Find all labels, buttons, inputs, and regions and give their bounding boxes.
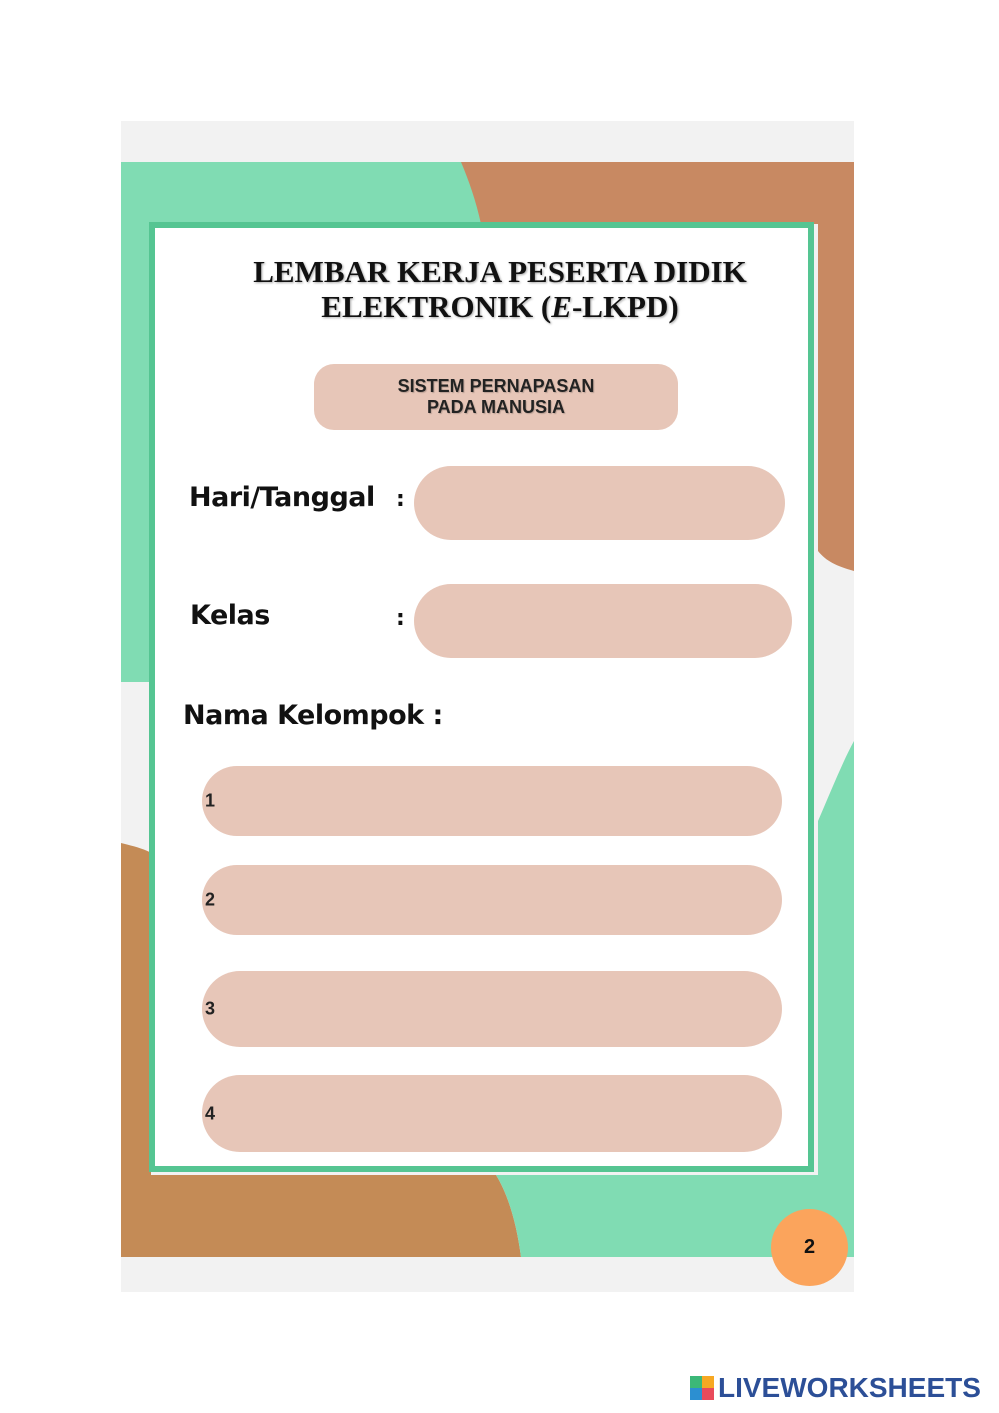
class-colon: : (396, 606, 405, 631)
title-line-2 (200, 289, 800, 324)
date-field[interactable] (414, 466, 785, 540)
member-field-2[interactable] (202, 865, 782, 935)
liveworksheets-logo-icon (690, 1376, 714, 1400)
mint-blob-top-left (121, 162, 496, 224)
brand-name: LIVEWORKSHEETS (718, 1372, 981, 1403)
mint-band-left (121, 162, 151, 682)
member-field-4[interactable] (202, 1075, 782, 1152)
member-number-1: 1 (205, 790, 216, 811)
worksheet-title (200, 254, 800, 324)
subject-line-1: SISTEM PERNAPASAN (397, 376, 595, 396)
member-number-4: 4 (205, 1103, 216, 1123)
member-number-3: 3 (205, 998, 216, 1019)
class-field[interactable] (414, 584, 792, 658)
group-label: Nama Kelompok : (183, 700, 443, 731)
title-line-2-start: ELEKTRONIK ( (321, 289, 552, 324)
liveworksheets-brand (690, 1372, 981, 1404)
title-line-1: LEMBAR KERJA PESERTA DIDIK (253, 254, 747, 289)
subject-line-2: PADA MANUSIA (427, 397, 565, 417)
subject-badge (314, 364, 678, 430)
member-number-2: 2 (205, 889, 216, 910)
page-number: 2 (803, 1236, 816, 1258)
page-number-badge (771, 1209, 848, 1286)
class-label: Kelas (190, 600, 270, 631)
title-line-2-emphasis: E (551, 289, 572, 324)
date-colon: : (396, 487, 405, 512)
member-field-3[interactable] (202, 971, 782, 1047)
member-field-1[interactable] (202, 766, 782, 836)
date-label: Hari/Tanggal (189, 482, 375, 513)
title-line-2-end: -LKPD) (571, 289, 679, 324)
